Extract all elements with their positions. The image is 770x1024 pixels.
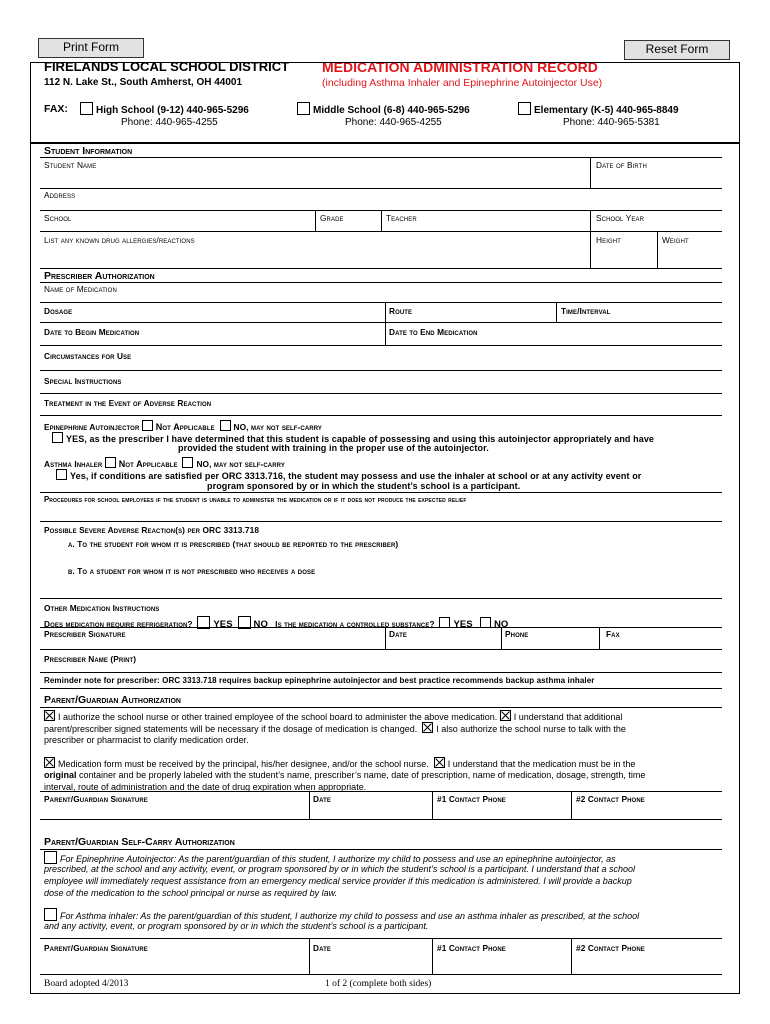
rule <box>40 322 722 323</box>
rule <box>40 819 722 820</box>
epi-yes-line1: YES, as the prescriber I have determined that this student is capable of possessing and using this autoinjector appropriately and have <box>52 432 654 444</box>
prescriber-section-title: Prescriber Authorization <box>44 270 155 282</box>
epi-no-checkbox[interactable] <box>220 420 231 431</box>
prescriber-date-field[interactable]: Date <box>389 629 407 639</box>
rule <box>40 157 722 158</box>
rule <box>432 938 433 974</box>
rule <box>40 415 722 416</box>
fax-label: FAX: <box>44 103 68 115</box>
board-adopted: Board adopted 4/2013 <box>44 979 129 989</box>
epi-row: Epinephrine Autoinjector Not Applicable NO, may not self-carry <box>44 422 323 432</box>
parent-auth-line3: prescriber or pharmacist to clarify medication order. <box>44 735 249 745</box>
refrigeration-row: Does medication require refrigeration? YES NO Is the medication a controlled substance? YES NO <box>44 616 508 630</box>
parent-auth-line2: parent/prescriber signed statements will be necessary if the dosage of medication is changed. I also authorize the school nurse to talk with the <box>44 724 626 734</box>
school-year-field[interactable]: School Year <box>596 213 644 223</box>
parent-auth-line5: original container and be properly labeled with the student’s name, prescriber’s name, date of prescription, name of medication, dosage, strength, time <box>44 770 646 780</box>
rule <box>40 282 722 283</box>
parent-contact1-field[interactable]: #1 Contact Phone <box>437 794 506 804</box>
auth-additional-checkbox[interactable] <box>500 710 511 721</box>
epi-yes-checkbox[interactable] <box>52 432 63 443</box>
procedures-field[interactable]: Procedures for school employees if the student is unable to administer the medication or if it does not produce the expected relief <box>44 495 467 504</box>
rule <box>556 302 557 322</box>
parent-signature-field[interactable]: Parent/Guardian Signature <box>44 794 148 804</box>
selfcarry-contact2-field[interactable]: #2 Contact Phone <box>576 943 645 953</box>
epi-yes-line2: provided the student with training in the proper use of the autoinjector. <box>178 443 489 453</box>
rule <box>40 649 722 650</box>
rule <box>590 210 591 231</box>
rule <box>40 598 722 599</box>
selfcarry-asthma-line2: and any activity, event, or program sponsored by or in which the student’s school is a participant. <box>44 921 429 931</box>
severe-b-field[interactable]: b. To a student for whom it is not prescribed who receives a dose <box>68 566 316 576</box>
form-subtitle: (including Asthma Inhaler and Epinephrine Autoinjector Use) <box>322 77 603 89</box>
selfcarry-signature-field[interactable]: Parent/Guardian Signature <box>44 943 148 953</box>
asthma-yes-checkbox[interactable] <box>56 469 67 480</box>
rule <box>40 268 722 269</box>
fax-high-school: High School (9-12) 440-965-5296 <box>80 102 249 116</box>
header-divider <box>30 142 740 144</box>
epi-na-checkbox[interactable] <box>142 420 153 431</box>
reset-form-button[interactable]: Reset Form <box>624 40 730 60</box>
dob-field[interactable]: Date of Birth <box>596 160 647 170</box>
rule <box>40 302 722 303</box>
fax-elementary: Elementary (K-5) 440-965-8849 <box>518 102 679 116</box>
print-form-button[interactable]: Print Form <box>38 38 144 58</box>
district-address: 112 N. Lake St., South Amherst, OH 44001 <box>44 77 243 88</box>
address-field[interactable]: Address <box>44 190 76 200</box>
height-field[interactable]: Height <box>596 235 621 245</box>
rule <box>40 393 722 394</box>
asthma-row: Asthma Inhaler Not Applicable NO, may not self-carry <box>44 459 285 469</box>
rule <box>309 791 310 819</box>
student-section-title: Student Information <box>44 145 133 157</box>
form-title: MEDICATION ADMINISTRATION RECORD <box>322 59 598 75</box>
rule <box>40 188 722 189</box>
asthma-na-checkbox[interactable] <box>105 457 116 468</box>
parent-auth-line4: Medication form must be received by the principal, his/her designee, and/or the school nurse. I understand that the medication must be in the <box>44 757 635 770</box>
route-field[interactable]: Route <box>389 306 413 316</box>
special-instructions-field[interactable]: Special Instructions <box>44 376 122 386</box>
district-name: FIRELANDS LOCAL SCHOOL DISTRICT <box>44 59 290 74</box>
rule <box>657 231 658 268</box>
severe-a-field[interactable]: a. To the student for whom it is prescribed (that should be reported to the prescriber) <box>68 539 399 549</box>
circumstances-field[interactable]: Circumstances for Use <box>44 351 132 361</box>
selfcarry-epi-line2: prescribed, at the school and any activity, event, or program sponsored by or in which the student’s school is a participant. I understand that a school <box>44 864 635 874</box>
page-number: 1 of 2 (complete both sides) <box>325 979 432 989</box>
parent-contact2-field[interactable]: #2 Contact Phone <box>576 794 645 804</box>
prescriber-phone-field[interactable]: Phone <box>505 629 529 639</box>
fax-middle-school: Middle School (6-8) 440-965-5296 <box>297 102 470 116</box>
rule <box>571 938 572 974</box>
parent-auth-line6: interval, route of administration and the date of drug expiration when appropriate. <box>44 782 367 792</box>
selfcarry-contact1-field[interactable]: #1 Contact Phone <box>437 943 506 953</box>
rule <box>381 210 382 231</box>
rule <box>571 791 572 819</box>
rule <box>385 322 386 345</box>
rule <box>40 791 722 792</box>
student-name-field[interactable]: Student Name <box>44 160 97 170</box>
selfcarry-section-title: Parent/Guardian Self-Carry Authorization <box>44 836 235 848</box>
rule <box>40 345 722 346</box>
parent-auth-line1: I authorize the school nurse or other trained employee of the school board to administer the above medication. I understand that additional <box>44 710 724 723</box>
rule <box>40 974 722 975</box>
rule <box>40 672 722 673</box>
prescriber-print-name-field[interactable]: Prescriber Name (Print) <box>44 654 137 664</box>
treatment-field[interactable]: Treatment in the Event of Adverse Reaction <box>44 398 212 408</box>
rule <box>315 210 316 231</box>
selfcarry-epi-line3: employee will immediately request assistance from an emergency medical service provider if this medication is administered. I will provide a backup <box>44 876 632 886</box>
asthma-yes-line1: Yes, if conditions are satisfied per ORC 3313.716, the student may possess and use the inhaler at school or at any activity event or <box>56 469 641 481</box>
rule <box>40 688 722 689</box>
time-interval-field[interactable]: Time/Interval <box>561 306 611 316</box>
selfcarry-epi-line4: dose of the medication to the school principal or nurse as required by law. <box>44 888 338 898</box>
medication-name-field[interactable]: Name of Medication <box>44 284 117 294</box>
asthma-yes-line2: program sponsored by or in which the student’s school is a participant. <box>207 481 521 491</box>
rule <box>40 849 722 850</box>
other-instructions-field[interactable]: Other Medication Instructions <box>44 603 160 613</box>
rule <box>385 302 386 322</box>
parent-date-field[interactable]: Date <box>313 794 331 804</box>
elementary-phone: Phone: 440-965-5381 <box>563 117 660 128</box>
rule <box>40 938 722 939</box>
rule <box>309 938 310 974</box>
rule <box>40 231 722 232</box>
allergies-field[interactable]: List any known drug allergies/reactions <box>44 235 195 245</box>
auth-nurse-talk-checkbox[interactable] <box>422 722 433 733</box>
weight-field[interactable]: Weight <box>662 235 689 245</box>
grade-field[interactable]: Grade <box>320 213 344 223</box>
selfcarry-asthma-line1: For Asthma inhaler: As the parent/guardian of this student, I authorize my child to possess and use an asthma inhaler as prescribed, at the school <box>44 908 639 922</box>
school-field[interactable]: School <box>44 213 72 223</box>
rule <box>40 707 722 708</box>
rule <box>40 370 722 371</box>
rule <box>40 627 722 628</box>
selfcarry-date-field[interactable]: Date <box>313 943 331 953</box>
teacher-field[interactable]: Teacher <box>386 213 417 223</box>
rule <box>385 627 386 649</box>
dosage-field[interactable]: Dosage <box>44 306 73 316</box>
prescriber-signature-field[interactable]: Prescriber Signature <box>44 629 126 639</box>
rule <box>590 231 591 268</box>
rule <box>590 157 591 188</box>
severe-reactions-label: Possible Severe Adverse Reaction(s) per ORC 3313.718 <box>44 525 260 535</box>
date-begin-field[interactable]: Date to Begin Medication <box>44 327 140 337</box>
rule <box>501 627 502 649</box>
prescriber-reminder: Reminder note for prescriber: ORC 3313.718 requires backup epinephrine autoinjector and best practice recommends backup asthma inhaler <box>44 676 595 685</box>
asthma-no-checkbox[interactable] <box>182 457 193 468</box>
auth-original-container-checkbox[interactable] <box>434 757 445 768</box>
rule <box>40 521 722 522</box>
rule <box>40 492 722 493</box>
auth-form-received-checkbox[interactable] <box>44 757 55 768</box>
prescriber-fax-field[interactable]: Fax <box>606 629 620 639</box>
rule <box>599 627 600 649</box>
middle-school-phone: Phone: 440-965-4255 <box>345 117 442 128</box>
high-school-phone: Phone: 440-965-4255 <box>121 117 218 128</box>
date-end-field[interactable]: Date to End Medication <box>389 327 478 337</box>
parent-section-title: Parent/Guardian Authorization <box>44 694 181 706</box>
selfcarry-epi-line1: For Epinephrine Autoinjector: As the parent/guardian of this student, I authorize my child to possess and use an epinephrine autoinjector, as <box>44 851 616 865</box>
auth-administer-checkbox[interactable] <box>44 710 55 721</box>
rule <box>432 791 433 819</box>
